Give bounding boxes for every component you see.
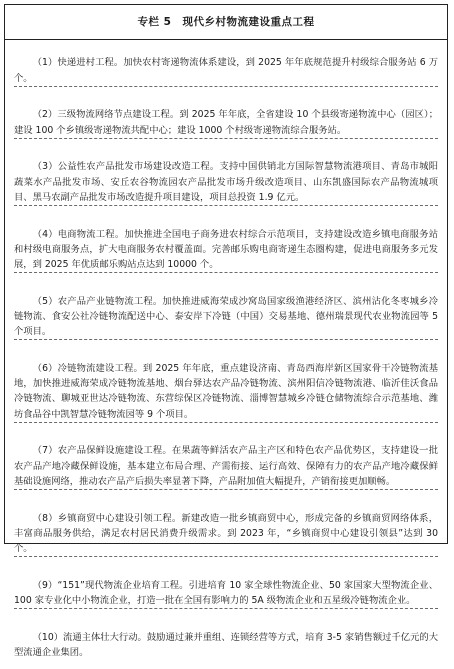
project-item-6: （6）冷链物流建设工程。到 2025 年年底，重点建设济南、青岛西海岸新区国家骨干冷链物流基地，加快推进威海荣成冷链物流基地、烟台驿达农产品冷链物流、滨州阳信冷链物流港、临沂佳沃食品冷链物流、聊城亚世达冷链物流、东营综保区冷链物流、淄博智慧城乡冷链仓储物流综合示范基地、潍坊食品谷中凯智慧冷链物流园等 9 个项目。 bbox=[14, 359, 438, 423]
project-item-3: （3）公益性农产品批发市场建设改造工程。支持中国供销北方国际智慧物流港项目、青岛市城阳蔬菜水产品批发市场、安丘农谷物流园农产品批发市场升级改造项目、山东凯盛国际农产品物流城项目、黑马农副产品批发市场改造提升项目建设，项目总投资 1.9 亿元。 bbox=[14, 157, 438, 206]
feature-panel bbox=[4, 4, 448, 658]
panel-title: 专栏 5 现代乡村物流建设重点工程 bbox=[5, 5, 447, 40]
project-item-8: （8）乡镇商贸中心建设引领工程。新建改造一批乡镇商贸中心，形成完备的乡镇商贸网络体系，丰富商品服务供给，满足农村居民消费升级需求。到 2023 年，“乡镇商贸中心建设引领县”达到 30 个。 bbox=[14, 509, 438, 558]
project-item-7: （7）农产品保鲜设施建设工程。在果蔬等鲜活农产品主产区和特色农产品优势区，支持建设一批农产品产地冷藏保鲜设施，基本建立布局合理、产需衔接、运行高效、保障有力的农产品产地冷藏保鲜基础设施网络，推动农产品产后损失率显著下降，产品附加值大幅提升，产销衔接更加顺畅。 bbox=[14, 441, 438, 490]
project-item-4: （4）电商物流工程。加快推进全国电子商务进农村综合示范项目，支持建设改造乡镇电商服务站和村级电商服务点，扩大电商服务农村覆盖面。完善邮乐购电商寄递生态圈构建，促进电商服务多元发展，到 2025 年优质邮乐购站点达到 10000 个。 bbox=[14, 225, 438, 274]
project-item-9: （9）“151”现代物流企业培育工程。引进培育 10 家全球性物流企业、50 家国家大型物流企业、100 家专业化中小物流企业，打造一批在全国有影响力的 5A 级物流企业和五星级冷链物流企业。 bbox=[14, 576, 438, 609]
project-item-2: （2）三级物流网络节点建设工程。到 2025 年年底，全省建设 10 个县级寄递物流中心（园区）；建设 100 个乡镇级寄递物流共配中心；建设 1000 个村级寄递物流综合服务站。 bbox=[14, 105, 438, 138]
project-item-5: （5）农产品产业链物流工程。加快推进威海荣成沙窝岛国家级渔港经济区、滨州沾化冬枣城乡冷链物流、食安公社冷链物流配送中心、泰安岸下冷链（中国）交易基地、德州瑞景现代农业物流园等 5 个项目。 bbox=[14, 292, 438, 341]
project-item-10: （10）流通主体壮大行动。鼓励通过兼并重组、连锁经营等方式，培育 3-5 家销售额过千亿元的大型流通企业集团。 bbox=[14, 631, 438, 658]
panel-body bbox=[5, 40, 447, 669]
project-item-1: （1）快递进村工程。加快农村寄递物流体系建设，到 2025 年年底规范提升村级综合服务站 6 万个。 bbox=[14, 53, 438, 86]
